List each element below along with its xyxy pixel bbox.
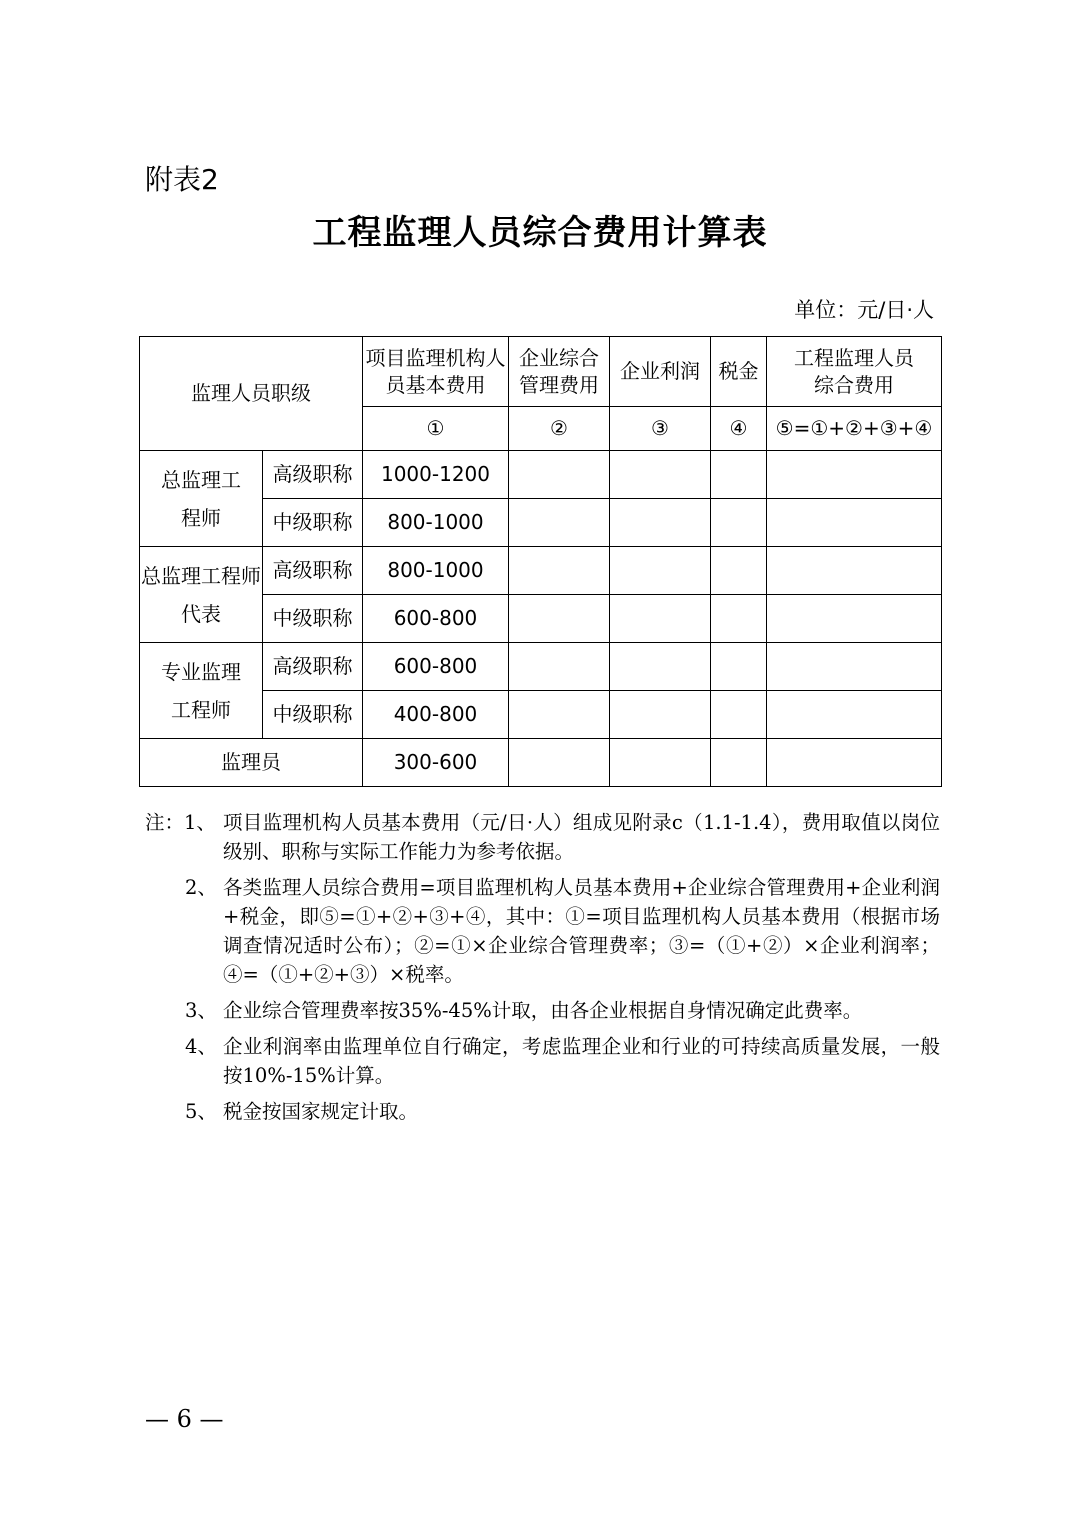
note-text: 企业综合管理费率按35%-45%计取，由各企业根据自身情况确定此费率。 (223, 999, 863, 1022)
empty-cell (610, 739, 711, 787)
table-row (140, 547, 942, 595)
header-grade: 监理人员职级 (140, 337, 363, 451)
empty-cell (509, 739, 610, 787)
empty-cell (610, 499, 711, 547)
symbol-4: ④ (711, 407, 767, 451)
empty-cell (610, 547, 711, 595)
header-profit: 企业利润 (610, 337, 711, 407)
empty-cell (767, 547, 942, 595)
note-number: 5、 (185, 1100, 217, 1123)
empty-cell (767, 691, 942, 739)
empty-cell (509, 499, 610, 547)
empty-cell (509, 643, 610, 691)
empty-cell (711, 595, 767, 643)
role-cell (140, 547, 263, 643)
empty-cell (767, 499, 942, 547)
empty-cell (711, 643, 767, 691)
note-number: 1、 (184, 811, 216, 834)
role-text: 专业监理工程师 (161, 659, 241, 722)
note-text: 企业利润率由监理单位自行确定，考虑监理企业和行业的可持续高质量发展，一般按10%-15%计算。 (223, 1035, 940, 1087)
empty-cell (767, 739, 942, 787)
unit-label: 单位：元/日·人 (794, 298, 934, 322)
title-cell: 中级职称 (263, 499, 363, 547)
fee-cell: 1000-1200 (363, 451, 509, 499)
fee-cell: 800-1000 (363, 547, 509, 595)
header-total-fee-text: 工程监理人员综合费用 (794, 345, 914, 397)
fee-cell: 600-800 (363, 643, 509, 691)
page-title: 工程监理人员综合费用计算表 (312, 213, 768, 253)
note-prefix (145, 808, 216, 837)
appendix-label: 附表2 (145, 163, 219, 196)
header-tax: 税金 (711, 337, 767, 407)
role-cell: 监理员 (140, 739, 363, 787)
fee-cell: 400-800 (363, 691, 509, 739)
title-cell: 高级职称 (263, 643, 363, 691)
symbol-3: ③ (610, 407, 711, 451)
header-total-fee (767, 337, 942, 407)
empty-cell (711, 451, 767, 499)
notes (145, 808, 940, 1133)
table-row (140, 643, 942, 691)
empty-cell (509, 547, 610, 595)
page-number-text: — 6 — (145, 1405, 224, 1433)
empty-cell (509, 691, 610, 739)
table-row (140, 739, 942, 787)
note-item (145, 996, 940, 1025)
empty-cell (711, 691, 767, 739)
empty-cell (711, 547, 767, 595)
empty-cell (767, 643, 942, 691)
title-cell: 中级职称 (263, 691, 363, 739)
note-number: 2、 (185, 876, 217, 899)
header-management-fee (509, 337, 610, 407)
empty-cell (610, 643, 711, 691)
table-row (140, 451, 942, 499)
note-item (145, 1032, 940, 1090)
header-management-fee-text: 企业综合管理费用 (519, 345, 599, 397)
empty-cell (610, 595, 711, 643)
role-cell (140, 643, 263, 739)
fee-cell: 800-1000 (363, 499, 509, 547)
note-text: 税金按国家规定计取。 (223, 1100, 419, 1123)
header-basic-fee (363, 337, 509, 407)
empty-cell (610, 451, 711, 499)
note-text: 各类监理人员综合费用=项目监理机构人员基本费用+企业综合管理费用+企业利润+税金，即⑤=①+②+③+④，其中：①=项目监理机构人员基本费用（根据市场调查情况适时公布）；②=①×企业综合管理费率；③=（①+②）×企业利润率；④=（①+②+③）×税率。 (223, 876, 940, 986)
empty-cell (509, 595, 610, 643)
title-cell: 中级职称 (263, 595, 363, 643)
note-text: 项目监理机构人员基本费用（元/日·人）组成见附录c（1.1-1.4），费用取值以岗位级别、职称与实际工作能力为参考依据。 (223, 811, 940, 863)
symbol-1: ① (363, 407, 509, 451)
empty-cell (711, 499, 767, 547)
symbol-5: ⑤=①+②+③+④ (767, 407, 942, 451)
note-number: 3、 (185, 999, 217, 1022)
note-prefix-text: 注： (145, 811, 185, 834)
role-cell (140, 451, 263, 547)
empty-cell (767, 451, 942, 499)
role-text: 总监理工程师 (161, 467, 241, 530)
header-basic-fee-text: 项目监理机构人员基本费用 (365, 345, 506, 397)
empty-cell (610, 691, 711, 739)
fee-cell: 300-600 (363, 739, 509, 787)
empty-cell (767, 595, 942, 643)
empty-cell (711, 739, 767, 787)
empty-cell (509, 451, 610, 499)
role-text: 总监理工程师代表 (141, 563, 261, 626)
note-number: 4、 (185, 1035, 217, 1058)
title-cell: 高级职称 (263, 547, 363, 595)
fee-cell: 600-800 (363, 595, 509, 643)
note-item (145, 808, 940, 866)
note-item (145, 1097, 940, 1126)
fee-table (139, 336, 942, 787)
note-item (145, 873, 940, 989)
title-cell: 高级职称 (263, 451, 363, 499)
symbol-2: ② (509, 407, 610, 451)
